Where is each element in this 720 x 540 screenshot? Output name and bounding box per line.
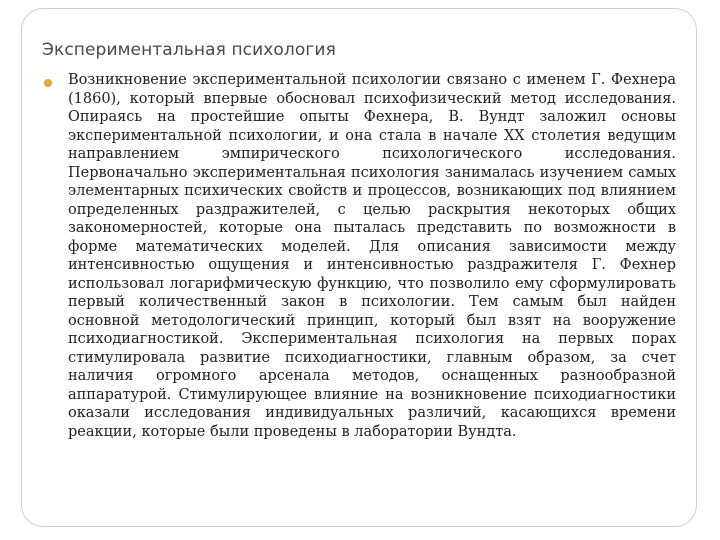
slide-title: Экспериментальная психология — [42, 40, 336, 60]
bullet-text: Возникновение экспериментальной психологии связано с именем Г. Фехнера (1860), который впервые обосновал психофизический метод исследования. Опираясь на простейшие опыты Фехнера, В. Вундт заложил основы экспериментальной психологии, и она стала в начале XX столетия ведущим направлением эмпирического психологического исследования. Первоначально экспериментальная психология занималась изучением самых элементарных психических свойств и процессов, возникающих под влиянием определенных раздражителей, с целью раскрытия некоторых общих закономерностей, которые она пыталась представить по возможности в форме математических моделей. Для описания зависимости между интенсивностью ощущения и интенсивностью раздражителя Г. Фехнер использовал логарифмическую функцию, что позволило ему сформулировать первый количественный закон в психологии. Тем самым был найден основной методологический принцип, который был взят на вооружение психодиагностикой. Экспериментальная психология на первых порах стимулировала развитие психодиагностики, главным образом, за счет наличия огромного арсенала методов, оснащенных разнообразной аппаратурой. Стимулирующее влияние на возникновение психодиагностики оказали исследования индивидуальных различий, касающихся времени реакции, которые были проведены в лаборатории Вундта. — [68, 72, 676, 440]
bullet-dot-icon — [44, 79, 52, 87]
